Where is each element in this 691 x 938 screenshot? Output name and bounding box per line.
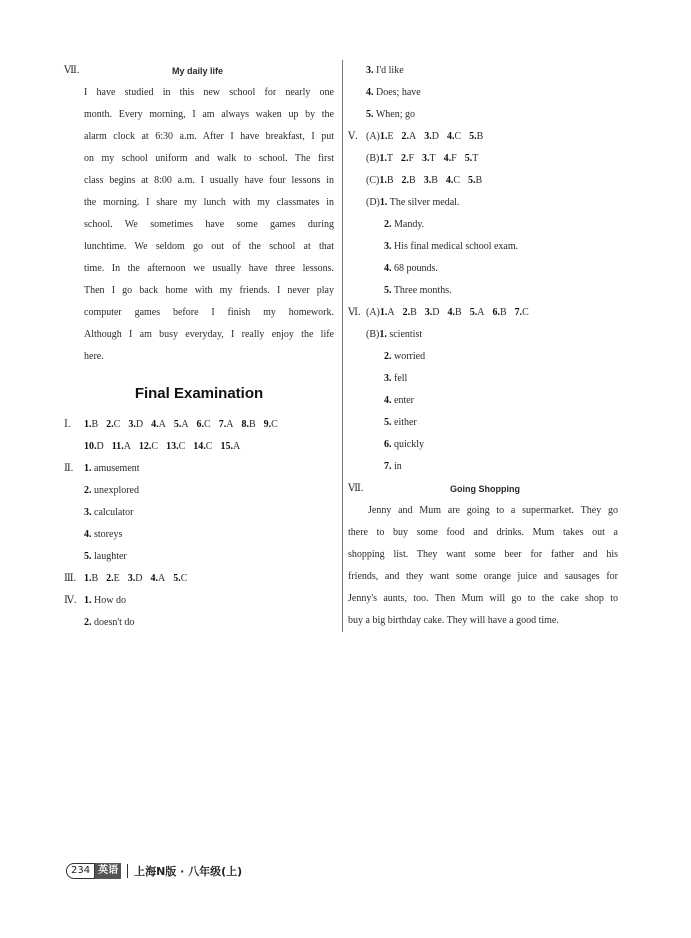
essay-line: Then I go back home with my friends. I never play [84,285,334,296]
answer: C [522,307,529,318]
answer-row [348,126,618,148]
item-number: 2. [384,351,392,362]
item-number: 4. [150,573,159,584]
answer: A [232,441,241,452]
item-number: 9. [263,419,272,430]
essay-title-row [348,478,618,500]
item-number: 1. [84,595,92,606]
answer: either [394,417,417,428]
item-number: 5. [366,109,374,120]
answer-row [348,60,618,82]
answer-row [64,568,334,590]
essay-line: shopping list. They want some beer for father and his [348,549,618,560]
item-number: 3. [424,307,433,318]
item-number: 4. [384,395,392,406]
item-number: 5. [173,419,182,430]
item-number: 3. [384,373,392,384]
essay-line: time. In the afternoon we usually have three lessons. [84,263,334,274]
essay-title-row [64,60,334,82]
item-number: 3. [422,153,430,164]
part-label: (D) [366,197,380,208]
section-label: Ⅲ. [64,573,77,584]
essay-line: there to buy some food and drinks. Mum takes out a [348,527,618,538]
answer: D [135,573,143,584]
answer: 68 pounds. [394,263,438,274]
answer: B [248,419,256,430]
essay-line: the morning. I share my lunch with my classmates in [84,197,334,208]
answer: F [451,153,457,164]
item-number: 1. [379,175,387,186]
answer: A [409,131,417,142]
column-divider [342,60,343,632]
item-number: 1. [379,197,388,208]
answer: A [477,307,485,318]
answer: C [180,573,188,584]
answer: C [178,441,186,452]
essay-line: Although I am busy everyday, I really enjoy the life [84,329,334,340]
answer: B [91,419,99,430]
essay-body [348,500,618,632]
answer-row [348,148,618,170]
answer: A [181,419,189,430]
answer: doesn't do [94,617,135,628]
answer: His final medical school exam. [394,241,519,252]
answer-row [348,82,618,104]
essay-line: month. Every morning, I am always waken up by the [84,109,334,120]
item-number: 1. [84,463,92,474]
item-number: 4. [446,131,455,142]
item-number: 11. [111,441,124,452]
answer-row [64,524,334,546]
answer: laughter [94,551,127,562]
item-number: 3. [424,131,432,142]
answer: A [387,307,395,318]
answer: F [408,153,415,164]
answer: E [113,573,120,584]
item-number: 12. [138,441,152,452]
item-number: 10. [84,441,97,452]
answer: B [455,307,462,318]
answer: enter [394,395,414,406]
item-number: 4. [366,87,374,98]
answer: quickly [394,439,424,450]
answer: C [151,441,159,452]
item-number: 2. [84,485,92,496]
answer-row [348,390,618,412]
answer: D [135,419,144,430]
answer-row [348,192,618,214]
essay-line: Jenny and Mum are going to a supermarket. They go [368,505,618,516]
answer: C [205,441,213,452]
left-column [64,60,334,634]
edition-label: 上海N版 · 八年级(上) [134,865,243,878]
item-number: 5. [464,153,473,164]
answer-row [348,434,618,456]
answer: I'd like [376,65,404,76]
item-number: 14. [193,441,206,452]
item-number: 8. [241,419,249,430]
item-number: 3. [384,241,392,252]
essay-line: lunchtime. We seldom go out of the school at that [84,241,334,252]
item-number: 5. [469,131,477,142]
answer: in [394,461,402,472]
answer: B [431,175,438,186]
essay-line: I have studied in this new school for nearly one [84,87,334,98]
answer-row [348,302,618,324]
answer-row [64,414,334,436]
answer: B [386,175,394,186]
item-number: 4. [443,153,452,164]
essay-body [64,82,334,368]
section-label: Ⅱ. [64,463,74,474]
item-number: 2. [384,219,392,230]
item-number: 2. [400,153,409,164]
section-label: Ⅶ. [348,483,364,494]
item-number: 1. [379,153,387,164]
answer: C [204,419,211,430]
answer-row [348,456,618,478]
item-number: 5. [384,417,392,428]
subject-badge: 英语 [95,863,121,879]
answer: E [387,131,394,142]
item-number: 5. [469,307,478,318]
page-number: 234 [66,863,95,879]
item-number: 3. [423,175,432,186]
part-label: (C) [366,175,380,186]
essay-line: Jenny's aunts, too. Then Mum will go to the cake shop to [348,593,618,604]
answer: calculator [94,507,134,518]
answer: T [472,153,479,164]
item-number: 7. [218,419,227,430]
answer-row [348,214,618,236]
item-number: 7. [384,461,392,472]
answer: unexplored [94,485,139,496]
item-number: 1. [379,131,388,142]
answer: D [96,441,104,452]
right-column [348,60,618,632]
section-label: Ⅵ. [348,307,361,318]
section-label: Ⅳ. [64,595,77,606]
answer: Three months. [393,285,452,296]
answer-row [64,612,334,634]
item-number: 4. [445,175,454,186]
item-number: 6. [384,439,392,450]
item-number: 15. [220,441,233,452]
final-exam-heading: Final Examination [134,385,264,402]
answer-row [64,458,334,480]
answer-row [348,346,618,368]
answer-row [64,590,334,612]
item-number: 4. [151,419,159,430]
item-number: 3. [127,573,136,584]
item-number: 2. [401,175,410,186]
answer: How do [94,595,126,606]
item-number: 6. [196,419,205,430]
essay-line: friends, and they want some orange juice and sausages for [348,571,618,582]
answer: worried [394,351,426,362]
answer: A [123,441,131,452]
item-number: 1. [379,307,388,318]
essay-line: school. We sometimes have some games during [84,219,334,230]
answer-row [348,368,618,390]
answer: A [158,419,166,430]
answer: C [453,175,461,186]
answer: B [499,307,507,318]
answer: Mandy. [394,219,425,230]
answer: T [386,153,393,164]
section-label: Ⅰ. [64,419,71,430]
essay-line: computer games before I finish my homework. [84,307,334,318]
answer-row [348,236,618,258]
item-number: 5. [468,175,476,186]
item-number: 3. [84,507,92,518]
answer-row [348,258,618,280]
item-number: 13. [166,441,179,452]
item-number: 5. [173,573,181,584]
answer: B [91,573,99,584]
answer: When; go [375,109,415,120]
item-number: 5. [384,285,392,296]
part-label: (B) [366,153,380,164]
part-label: (A) [366,307,380,318]
answer: B [475,175,483,186]
essay-line: here. [84,351,104,362]
answer: B [410,307,417,318]
answer-row [348,280,618,302]
answer-row [64,546,334,568]
answer: B [476,131,484,142]
answer: D [432,307,440,318]
essay-line: class begins at 8:00 a.m. I usually have four lessons in [84,175,334,186]
essay-title: Going Shopping [450,484,520,494]
item-number: 2. [402,307,411,318]
answer-row [348,412,618,434]
answer-row [348,170,618,192]
answer: C [113,419,121,430]
item-number: 4. [84,529,92,540]
answer-row [64,480,334,502]
item-number: 2. [401,131,409,142]
answer: D [431,131,439,142]
answer-row [348,324,618,346]
item-number: 4. [384,263,392,274]
item-number: 3. [128,419,136,430]
essay-title: My daily life [172,66,224,76]
item-number: 1. [84,419,92,430]
footer-divider [127,864,128,878]
answer: A [226,419,234,430]
answer: B [409,175,416,186]
item-number: 3. [366,65,374,76]
item-number: 7. [514,307,523,318]
answer: scientist [389,329,423,340]
page-footer [66,862,242,880]
essay-line: alarm clock at 6:30 a.m. After I have breakfast, I put [84,131,334,142]
answer: fell [394,373,408,384]
section-label: Ⅴ. [348,131,358,142]
essay-line: buy a big birthday cake. They will have a good time. [348,615,559,626]
answer-row [64,436,334,458]
item-number: 2. [106,419,114,430]
answer: storeys [94,529,123,540]
item-number: 1. [379,329,387,340]
item-number: 4. [447,307,456,318]
answer: Does; have [376,87,421,98]
item-number: 6. [492,307,500,318]
item-number: 5. [84,551,92,562]
answer: A [158,573,166,584]
answer: T [429,153,436,164]
answer: C [271,419,278,430]
section-label: Ⅶ. [64,65,80,76]
answer: amusement [94,463,140,474]
answer: C [454,131,462,142]
part-label: (A) [366,131,380,142]
item-number: 1. [84,573,92,584]
answer: The silver medal. [389,197,460,208]
answer-row [64,502,334,524]
part-label: (B) [366,329,380,340]
item-number: 2. [106,573,114,584]
essay-line: on my school uniform and walk to school. The first [84,153,334,164]
answer-row [348,104,618,126]
item-number: 2. [84,617,92,628]
